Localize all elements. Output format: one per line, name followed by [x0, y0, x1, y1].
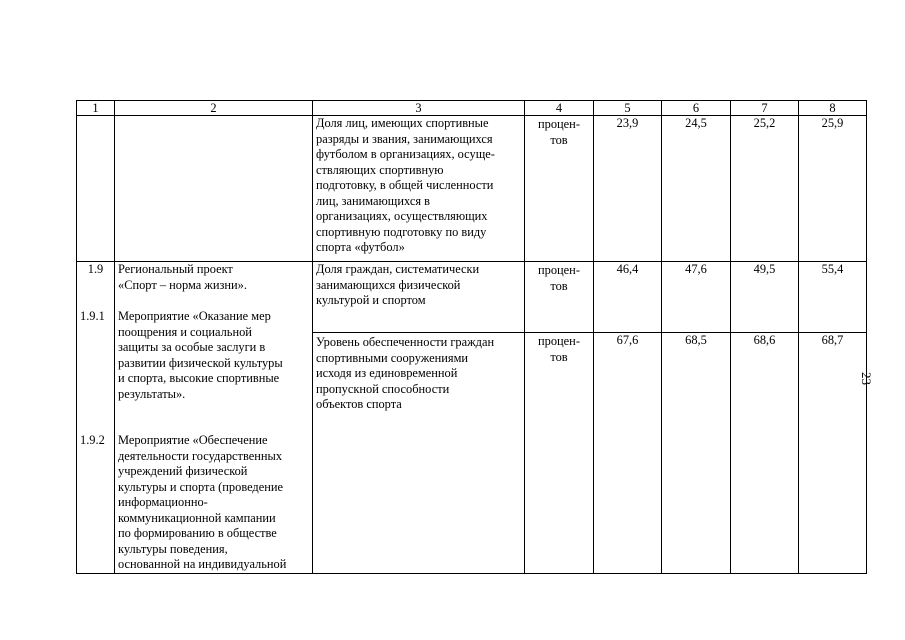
- code-column: [77, 262, 115, 574]
- unit-sport-share: процен- тов: [525, 262, 594, 333]
- value-facilities-5: 67,6: [594, 333, 662, 573]
- value-football-7: 25,2: [731, 116, 799, 262]
- header-row: [77, 101, 867, 116]
- header-cell-2: 2: [115, 101, 313, 116]
- indicator-facilities: Уровень обеспеченности граждан спортивными сооружениями исходя из единовременной пропускной способности объектов спорта: [313, 333, 525, 573]
- code-1-9: 1.9: [87, 262, 104, 276]
- page-number: 23: [859, 372, 874, 385]
- indicator-sport-share: Доля граждан, систематически занимающихся физической культурой и спортом: [313, 262, 525, 333]
- header-cell-7: 7: [731, 101, 799, 116]
- measure-1-9-2-text: Мероприятие «Обеспечение деятельности государственных учреждений физической культуры и спорта (проведение информационно- коммуникационной кампании по формированию в обществе культуры поведения, основанной на индивидуальной: [118, 433, 287, 571]
- code-1-9-1: 1.9.1: [80, 308, 105, 323]
- value-sport-share-5: 46,4: [594, 262, 662, 333]
- table-row-sport-share: [77, 262, 867, 333]
- header-cell-3: 3: [313, 101, 525, 116]
- value-football-8: 25,9: [799, 116, 867, 262]
- value-football-6: 24,5: [662, 116, 731, 262]
- value-sport-share-8: 55,4: [799, 262, 867, 333]
- table-row-football: [77, 116, 867, 262]
- code-1-9-2: 1.9.2: [80, 433, 105, 447]
- value-facilities-6: 68,5: [662, 333, 731, 573]
- unit-facilities: процен- тов: [525, 333, 594, 573]
- value-sport-share-6: 47,6: [662, 262, 731, 333]
- regional-project-text: Региональный проект «Спорт – норма жизни».: [118, 262, 247, 292]
- measure-1-9-1-text: Мероприятие «Оказание мер поощрения и социальной защиты за особые заслуги в развитии физической культуры и спорта, высокие спортивные результаты».: [118, 309, 283, 401]
- indicator-table: [76, 100, 867, 574]
- measure-cell-empty: [115, 116, 313, 262]
- unit-football: процен- тов: [525, 116, 594, 262]
- code-cell-empty: [77, 116, 115, 262]
- value-facilities-8: 68,7: [799, 333, 867, 573]
- header-cell-6: 6: [662, 101, 731, 116]
- header-cell-4: 4: [525, 101, 594, 116]
- value-facilities-7: 68,6: [731, 333, 799, 573]
- header-cell-1: 1: [77, 101, 115, 116]
- indicator-football: Доля лиц, имеющих спортивные разряды и звания, занимающихся футболом в организациях, осуще- ствляющих спортивную подготовку, в общей численности лиц, занимающихся в организациях, осуществляющих спортивную подготовку по виду спорта «футбол»: [313, 116, 525, 262]
- measures-column: [115, 262, 313, 574]
- header-cell-5: 5: [594, 101, 662, 116]
- value-sport-share-7: 49,5: [731, 262, 799, 333]
- value-football-5: 23,9: [594, 116, 662, 262]
- header-cell-8: 8: [799, 101, 867, 116]
